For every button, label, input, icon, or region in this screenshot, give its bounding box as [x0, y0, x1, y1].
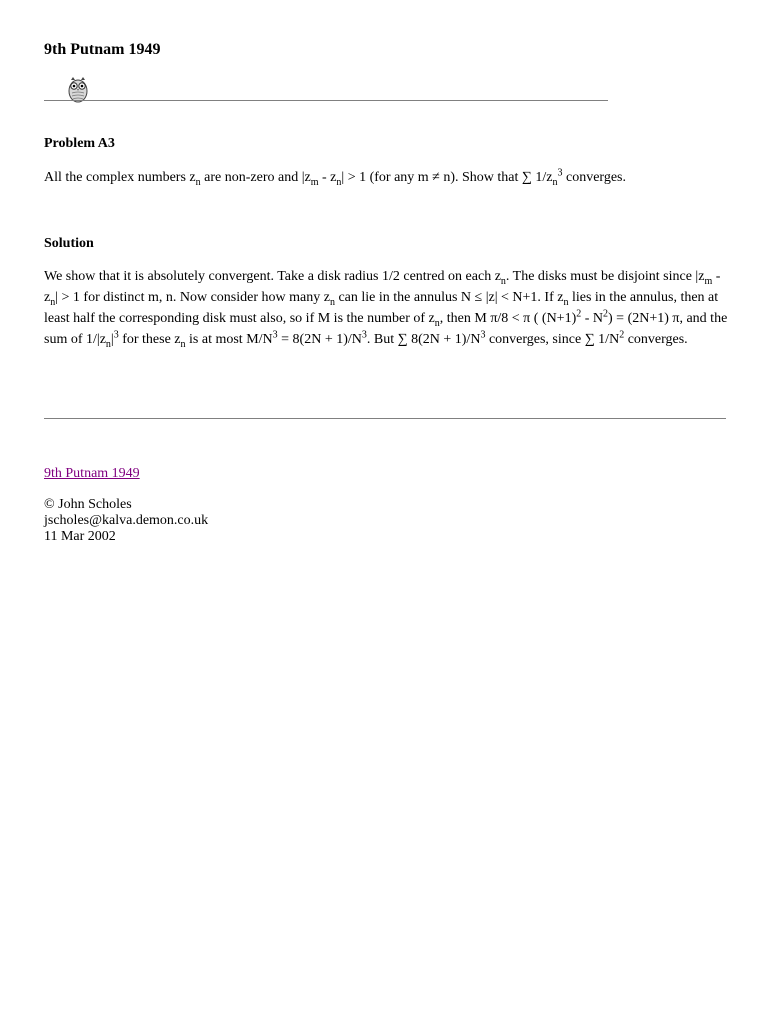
problem-text: All the complex numbers $z_n$ are non-zero and $|z_m - z_n| > 1$ (for any m ≠ n). Show that ∑ $1/z_n^3$ converges.	[44, 167, 626, 188]
solution-heading: Solution	[44, 236, 94, 251]
putnam-1949-link[interactable]: 9th Putnam 1949	[44, 466, 140, 481]
top-divider	[44, 100, 608, 101]
author-email: jscholes@kalva.demon.co.uk	[44, 513, 209, 528]
copyright-text: © John Scholes	[44, 497, 132, 512]
solution-text: We show that it is absolutely convergent. Take a disk radius 1/2 centred on each $z_n$. The disks must be disjoint since $|z_m - z_n| > 1$ for distinct m, n. Now consider how many $z_n$ can lie in the annulus N ≤ |z| < N+1. If $z_n$ lies in the annulus, then at least half the corresponding disk must also, so if M is the number of $z_n$, then M π/8 < π ( $(N+1)^2 - N^2) = (2N+1)$ π, and the sum of $1/|z_n|^3$ for these $z_n$ is at most $M/N^3 = 8(2N + 1)/N^3$. But ∑ $8(2N + 1)/N^3$ converges, since ∑ $1/N^2$ converges.	[44, 269, 728, 350]
owl-icon	[66, 76, 90, 103]
credits	[44, 497, 208, 545]
page-title: 9th Putnam 1949	[44, 41, 161, 58]
bottom-divider	[44, 418, 726, 419]
problem-heading: Problem A3	[44, 136, 115, 151]
date-text: 11 Mar 2002	[44, 529, 116, 544]
